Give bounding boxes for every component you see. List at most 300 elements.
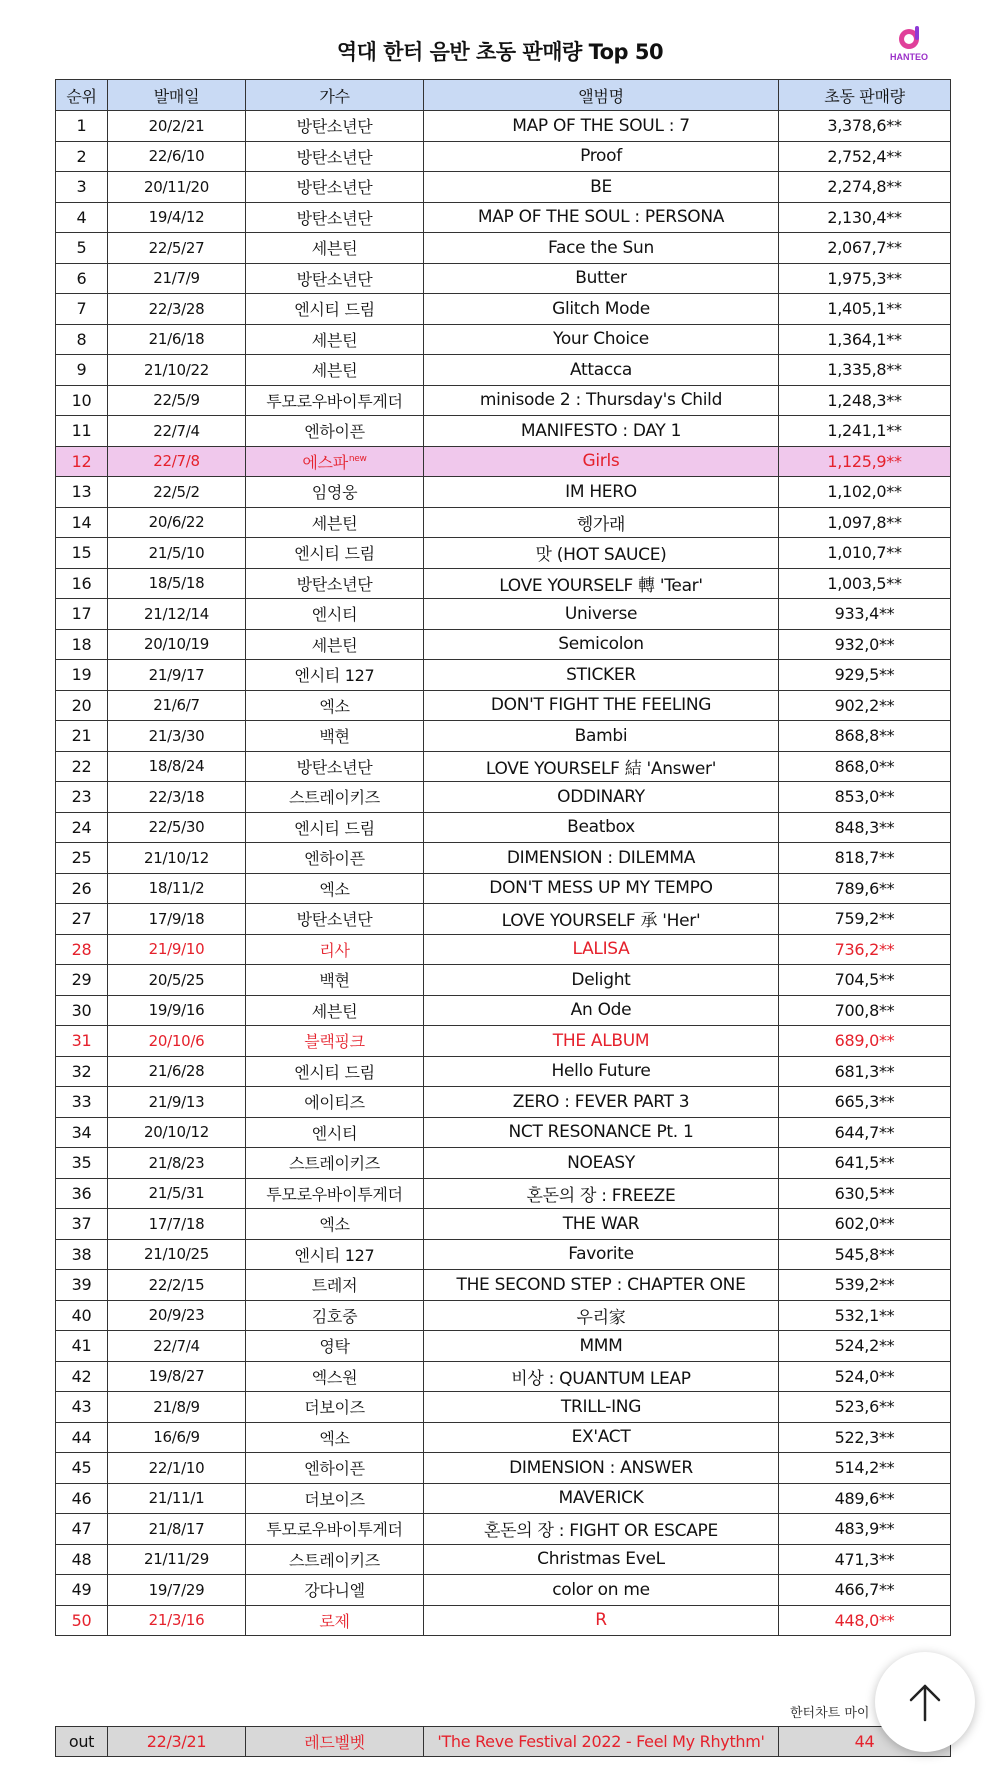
album-cell-text: Bambi xyxy=(574,725,628,746)
sales-cell xyxy=(779,843,951,874)
rank-cell xyxy=(56,1514,108,1545)
release-date-cell xyxy=(108,1544,246,1575)
rank-cell xyxy=(56,782,108,813)
release-date-cell-text: 19/8/27 xyxy=(148,1367,205,1386)
rank-cell xyxy=(56,751,108,782)
album-cell-text: MMM xyxy=(579,1335,623,1356)
rank-cell-text: 4 xyxy=(76,207,87,227)
ranking-table xyxy=(55,79,951,1636)
album-cell xyxy=(424,141,779,172)
sales-cell-text: 1,364,1** xyxy=(827,329,902,349)
artist-cell-text: 김호중 xyxy=(311,1306,358,1326)
rank-cell xyxy=(56,965,108,996)
table-row xyxy=(56,1148,951,1179)
artist-cell-text: 엔하이픈 xyxy=(304,1459,365,1479)
album-cell xyxy=(424,1148,779,1179)
artist-cell xyxy=(246,477,424,508)
rank-cell-text: 29 xyxy=(71,970,92,990)
release-date-cell xyxy=(108,294,246,325)
release-date-cell xyxy=(108,812,246,843)
new-badge: new xyxy=(348,453,367,464)
release-date-cell-text: 21/3/16 xyxy=(148,1611,205,1630)
table-row xyxy=(56,1483,951,1514)
album-cell xyxy=(424,172,779,203)
sales-cell-text: 789,6** xyxy=(834,878,895,898)
album-cell-text: ZERO : FEVER PART 3 xyxy=(512,1091,690,1112)
out-row-date: 22/3/21 xyxy=(108,1727,246,1757)
album-cell-text: Semicolon xyxy=(558,634,644,655)
sales-cell-text: 1,125,9** xyxy=(827,451,902,471)
sales-cell xyxy=(779,324,951,355)
sales-cell-text: 471,3** xyxy=(834,1549,895,1569)
sales-cell-text: 1,003,5** xyxy=(827,573,902,593)
album-cell xyxy=(424,1117,779,1148)
album-cell-text: Christmas EveL xyxy=(537,1549,665,1570)
sales-cell xyxy=(779,934,951,965)
album-cell-text: Girls xyxy=(582,451,620,472)
album-cell xyxy=(424,1056,779,1087)
table-row xyxy=(56,477,951,508)
artist-cell-text: 엔하이픈 xyxy=(304,422,365,442)
album-cell-text: 혼돈의 장 : FIGHT OR ESCAPE xyxy=(484,1521,718,1542)
rank-cell xyxy=(56,1544,108,1575)
album-cell-text: THE ALBUM xyxy=(552,1030,650,1051)
rank-cell xyxy=(56,599,108,630)
release-date-cell xyxy=(108,660,246,691)
scroll-to-top-button[interactable] xyxy=(875,1652,975,1752)
rank-cell-text: 32 xyxy=(71,1061,92,1081)
release-date-cell-text: 21/9/10 xyxy=(148,940,205,959)
release-date-cell-text: 18/5/18 xyxy=(148,574,205,593)
table-row xyxy=(56,1544,951,1575)
artist-cell-text: 에스파 xyxy=(302,452,348,472)
hanteo-logo xyxy=(882,24,936,80)
sales-cell-text: 1,975,3** xyxy=(827,268,902,288)
rank-cell xyxy=(56,446,108,477)
album-cell xyxy=(424,1453,779,1484)
artist-cell xyxy=(246,1392,424,1423)
sales-cell xyxy=(779,965,951,996)
sales-cell-text: 665,3** xyxy=(834,1092,895,1112)
release-date-cell xyxy=(108,233,246,264)
sales-cell-text: 868,8** xyxy=(834,726,895,746)
album-cell xyxy=(424,1331,779,1362)
album-cell-text: Glitch Mode xyxy=(552,298,650,319)
sales-cell-text: 524,2** xyxy=(834,1336,895,1356)
release-date-cell xyxy=(108,1514,246,1545)
rank-cell-text: 27 xyxy=(71,909,92,929)
table-row xyxy=(56,1453,951,1484)
artist-cell xyxy=(246,1270,424,1301)
sales-cell-text: 818,7** xyxy=(834,848,895,868)
artist-cell xyxy=(246,873,424,904)
sales-cell-text: 514,2** xyxy=(834,1458,895,1478)
sales-cell-text: 483,9** xyxy=(834,1519,895,1539)
artist-cell-text: 투모로우바이투게더 xyxy=(266,1520,403,1540)
album-cell xyxy=(424,629,779,660)
album-cell xyxy=(424,1270,779,1301)
rank-cell-text: 10 xyxy=(71,390,92,410)
artist-cell xyxy=(246,446,424,477)
release-date-cell-text: 22/5/2 xyxy=(153,482,200,501)
artist-cell-text: 스트레이키즈 xyxy=(289,1154,380,1174)
artist-cell-text: 세븐틴 xyxy=(311,361,358,381)
sales-cell-text: 853,0** xyxy=(834,787,895,807)
release-date-cell-text: 22/7/8 xyxy=(153,452,200,471)
artist-cell xyxy=(246,1026,424,1057)
artist-cell-text: 방탄소년단 xyxy=(296,269,373,289)
sales-cell xyxy=(779,1361,951,1392)
table-row xyxy=(56,1087,951,1118)
album-cell xyxy=(424,782,779,813)
release-date-cell-text: 19/9/16 xyxy=(148,1001,205,1020)
artist-cell xyxy=(246,995,424,1026)
album-cell-text: 헹가래 xyxy=(576,514,626,535)
rank-cell xyxy=(56,538,108,569)
album-cell-text: MAP OF THE SOUL : PERSONA xyxy=(477,207,725,228)
artist-cell-text: 로제 xyxy=(319,1611,350,1631)
release-date-cell-text: 21/6/28 xyxy=(148,1062,205,1081)
artist-cell xyxy=(246,538,424,569)
artist-cell-text: 엔시티 드림 xyxy=(294,300,375,320)
hanteo-logo-icon xyxy=(882,24,936,54)
sales-cell xyxy=(779,1605,951,1636)
release-date-cell-text: 22/1/10 xyxy=(148,1458,205,1477)
rank-cell xyxy=(56,1605,108,1636)
rank-cell-text: 40 xyxy=(71,1305,92,1325)
release-date-cell-text: 22/3/28 xyxy=(148,299,205,318)
artist-cell-text: 방탄소년단 xyxy=(296,208,373,228)
album-cell xyxy=(424,1483,779,1514)
sales-cell xyxy=(779,233,951,264)
table-row xyxy=(56,416,951,447)
table-row xyxy=(56,111,951,142)
artist-cell-text: 엔시티 xyxy=(311,605,358,625)
album-cell xyxy=(424,202,779,233)
arrow-up-icon xyxy=(903,1680,947,1724)
artist-cell xyxy=(246,172,424,203)
artist-cell-text: 엔시티 드림 xyxy=(294,818,375,838)
artist-cell-text: 블랙핑크 xyxy=(304,1032,365,1052)
release-date-cell-text: 22/5/30 xyxy=(148,818,205,837)
release-date-cell-text: 21/7/9 xyxy=(153,269,200,288)
album-cell xyxy=(424,904,779,935)
rank-cell xyxy=(56,1117,108,1148)
album-cell xyxy=(424,294,779,325)
release-date-cell xyxy=(108,263,246,294)
sales-cell xyxy=(779,782,951,813)
sales-cell xyxy=(779,1453,951,1484)
rank-cell-text: 12 xyxy=(71,451,92,471)
artist-cell-text: 스트레이키즈 xyxy=(289,788,380,808)
release-date-cell xyxy=(108,782,246,813)
artist-cell xyxy=(246,904,424,935)
artist-cell xyxy=(246,782,424,813)
artist-cell-text: 방탄소년단 xyxy=(296,757,373,777)
artist-cell xyxy=(246,1056,424,1087)
album-cell xyxy=(424,477,779,508)
sales-cell xyxy=(779,1087,951,1118)
artist-cell xyxy=(246,1514,424,1545)
album-cell-text: TRILL-ING xyxy=(560,1396,642,1417)
release-date-cell xyxy=(108,1148,246,1179)
album-cell xyxy=(424,721,779,752)
sales-cell xyxy=(779,1392,951,1423)
album-cell-text: LALISA xyxy=(572,939,630,960)
sales-cell xyxy=(779,111,951,142)
album-cell xyxy=(424,324,779,355)
rank-cell xyxy=(56,202,108,233)
release-date-cell xyxy=(108,1392,246,1423)
table-row xyxy=(56,599,951,630)
sales-cell xyxy=(779,995,951,1026)
release-date-cell xyxy=(108,995,246,1026)
sales-cell-text: 929,5** xyxy=(834,665,895,685)
album-cell-text: LOVE YOURSELF 結 'Answer' xyxy=(485,758,717,779)
rank-cell xyxy=(56,660,108,691)
artist-cell-text: 트레저 xyxy=(311,1276,358,1296)
rank-cell-text: 31 xyxy=(71,1031,92,1051)
rank-cell-text: 33 xyxy=(71,1092,92,1112)
release-date-cell xyxy=(108,965,246,996)
table-row xyxy=(56,629,951,660)
table-row xyxy=(56,1270,951,1301)
release-date-cell xyxy=(108,1178,246,1209)
release-date-cell xyxy=(108,355,246,386)
artist-cell xyxy=(246,1148,424,1179)
rank-cell xyxy=(56,904,108,935)
sales-cell-text: 1,097,8** xyxy=(827,512,902,532)
table-row xyxy=(56,843,951,874)
artist-cell-text: 엑소 xyxy=(319,879,350,899)
sales-cell xyxy=(779,1514,951,1545)
album-cell xyxy=(424,1514,779,1545)
release-date-cell xyxy=(108,1453,246,1484)
artist-cell-text: 더보이즈 xyxy=(304,1489,365,1509)
artist-cell xyxy=(246,751,424,782)
album-cell xyxy=(424,599,779,630)
album-cell-text: Your Choice xyxy=(553,329,649,350)
ranking-table-body xyxy=(56,111,951,1636)
release-date-cell xyxy=(108,477,246,508)
rank-cell xyxy=(56,1239,108,1270)
rank-cell-text: 38 xyxy=(71,1244,92,1264)
artist-cell-text: 엑소 xyxy=(319,1215,350,1235)
album-cell-text: NCT RESONANCE Pt. 1 xyxy=(508,1122,694,1143)
rank-cell xyxy=(56,843,108,874)
release-date-cell-text: 22/2/15 xyxy=(148,1275,205,1294)
release-date-cell xyxy=(108,721,246,752)
table-row xyxy=(56,385,951,416)
release-date-cell xyxy=(108,1422,246,1453)
sales-cell-text: 700,8** xyxy=(834,1000,895,1020)
table-row xyxy=(56,1514,951,1545)
table-row xyxy=(56,782,951,813)
release-date-cell xyxy=(108,385,246,416)
release-date-cell xyxy=(108,1056,246,1087)
release-date-cell-text: 22/3/18 xyxy=(148,787,205,806)
sales-cell xyxy=(779,477,951,508)
album-cell-text: Butter xyxy=(575,268,627,289)
artist-cell-text: 엑소 xyxy=(319,1428,350,1448)
album-cell-text: LOVE YOURSELF 轉 'Tear' xyxy=(499,575,703,596)
release-date-cell-text: 22/7/4 xyxy=(153,421,200,440)
rank-cell-text: 36 xyxy=(71,1183,92,1203)
hanteo-logo-text: HANTEO xyxy=(890,52,928,62)
album-cell-text: MAP OF THE SOUL : 7 xyxy=(512,115,690,136)
release-date-cell xyxy=(108,416,246,447)
artist-cell xyxy=(246,202,424,233)
album-cell-text: DON'T FIGHT THE FEELING xyxy=(490,695,712,716)
rank-cell xyxy=(56,477,108,508)
artist-cell-text: 백현 xyxy=(319,971,350,991)
release-date-cell xyxy=(108,599,246,630)
sales-cell-text: 489,6** xyxy=(834,1488,895,1508)
sales-cell-text: 933,4** xyxy=(834,604,895,624)
rank-cell xyxy=(56,1453,108,1484)
release-date-cell-text: 17/9/18 xyxy=(148,909,205,928)
release-date-cell-text: 21/10/22 xyxy=(144,360,209,379)
sales-cell-text: 3,378,6** xyxy=(827,116,902,136)
sales-cell xyxy=(779,355,951,386)
album-cell-text: An Ode xyxy=(570,1000,632,1021)
sales-cell xyxy=(779,538,951,569)
artist-cell xyxy=(246,416,424,447)
out-row-table xyxy=(55,1726,951,1757)
sales-cell-text: 539,2** xyxy=(834,1275,895,1295)
release-date-cell-text: 17/7/18 xyxy=(148,1214,205,1233)
table-row xyxy=(56,263,951,294)
release-date-cell xyxy=(108,904,246,935)
sales-cell xyxy=(779,263,951,294)
release-date-cell-text: 20/2/21 xyxy=(148,116,205,135)
artist-cell xyxy=(246,233,424,264)
album-cell-text: DIMENSION : ANSWER xyxy=(509,1457,693,1478)
sales-cell xyxy=(779,1483,951,1514)
table-row xyxy=(56,172,951,203)
album-cell xyxy=(424,843,779,874)
rank-cell-text: 42 xyxy=(71,1366,92,1386)
artist-cell-text: 방탄소년단 xyxy=(296,147,373,167)
release-date-cell-text: 22/7/4 xyxy=(153,1336,200,1355)
sales-cell-text: 630,5** xyxy=(834,1183,895,1203)
release-date-cell-text: 22/5/9 xyxy=(153,391,200,410)
rank-cell xyxy=(56,1270,108,1301)
table-row xyxy=(56,1575,951,1606)
album-cell-text: 맛 (HOT SAUCE) xyxy=(535,545,667,566)
album-cell xyxy=(424,1575,779,1606)
rank-cell xyxy=(56,1148,108,1179)
sales-cell-text: 2,067,7** xyxy=(827,238,902,258)
album-cell-text: IM HERO xyxy=(565,481,637,502)
sales-cell xyxy=(779,1178,951,1209)
artist-cell xyxy=(246,1361,424,1392)
sales-cell xyxy=(779,141,951,172)
artist-cell xyxy=(246,1117,424,1148)
sales-cell xyxy=(779,1300,951,1331)
artist-cell-text: 엔시티 드림 xyxy=(294,544,375,564)
album-cell-text: EX'ACT xyxy=(571,1427,631,1448)
album-cell xyxy=(424,690,779,721)
rank-cell-text: 7 xyxy=(76,299,87,319)
release-date-cell-text: 19/7/29 xyxy=(148,1580,205,1599)
sales-cell-text: 1,102,0** xyxy=(827,482,902,502)
sales-cell xyxy=(779,1026,951,1057)
table-row xyxy=(56,1361,951,1392)
artist-cell-text: 세븐틴 xyxy=(311,513,358,533)
rank-cell xyxy=(56,416,108,447)
artist-cell-text: 세븐틴 xyxy=(311,330,358,350)
album-cell xyxy=(424,1605,779,1636)
sales-cell-text: 868,0** xyxy=(834,756,895,776)
album-cell xyxy=(424,660,779,691)
album-cell-text: Beatbox xyxy=(567,817,635,838)
rank-cell-text: 28 xyxy=(71,939,92,959)
artist-cell xyxy=(246,263,424,294)
sales-cell xyxy=(779,1056,951,1087)
rank-cell-text: 21 xyxy=(71,726,92,746)
sales-cell xyxy=(779,873,951,904)
artist-cell-text: 방탄소년단 xyxy=(296,178,373,198)
sales-cell xyxy=(779,599,951,630)
album-cell-text: Face the Sun xyxy=(548,237,654,258)
rank-cell-text: 43 xyxy=(71,1397,92,1417)
sales-cell-text: 602,0** xyxy=(834,1214,895,1234)
artist-cell xyxy=(246,324,424,355)
header-rank: 순위 xyxy=(56,80,108,111)
rank-cell xyxy=(56,1087,108,1118)
sales-cell-text: 1,241,1** xyxy=(827,421,902,441)
release-date-cell xyxy=(108,1209,246,1240)
out-row-artist: 레드벨벳 xyxy=(246,1727,424,1757)
out-row-label: out xyxy=(56,1727,108,1757)
artist-cell xyxy=(246,507,424,538)
sales-cell-text: 466,7** xyxy=(834,1580,895,1600)
table-row xyxy=(56,141,951,172)
album-cell xyxy=(424,233,779,264)
sales-cell xyxy=(779,721,951,752)
sales-cell xyxy=(779,568,951,599)
table-row xyxy=(56,1392,951,1423)
table-row xyxy=(56,233,951,264)
artist-cell-text: 투모로우바이투게더 xyxy=(266,1184,403,1204)
sales-cell xyxy=(779,660,951,691)
sales-cell xyxy=(779,416,951,447)
rank-cell-text: 45 xyxy=(71,1458,92,1478)
rank-cell xyxy=(56,873,108,904)
sales-cell-text: 1,335,8** xyxy=(827,360,902,380)
artist-cell-text: 백현 xyxy=(319,727,350,747)
header-album: 앨범명 xyxy=(424,80,779,111)
artist-cell-text: 엔시티 127 xyxy=(294,1245,375,1265)
table-row xyxy=(56,690,951,721)
release-date-cell xyxy=(108,1483,246,1514)
sales-cell xyxy=(779,172,951,203)
release-date-cell xyxy=(108,1300,246,1331)
artist-cell xyxy=(246,294,424,325)
rank-cell-text: 15 xyxy=(71,543,92,563)
rank-cell xyxy=(56,294,108,325)
sales-cell xyxy=(779,1209,951,1240)
table-row xyxy=(56,324,951,355)
rank-cell xyxy=(56,355,108,386)
table-header-row xyxy=(56,80,951,111)
rank-cell-text: 39 xyxy=(71,1275,92,1295)
release-date-cell-text: 20/10/19 xyxy=(144,635,209,654)
artist-cell-text: 엑소 xyxy=(319,696,350,716)
album-cell xyxy=(424,812,779,843)
sales-cell-text: 681,3** xyxy=(834,1061,895,1081)
